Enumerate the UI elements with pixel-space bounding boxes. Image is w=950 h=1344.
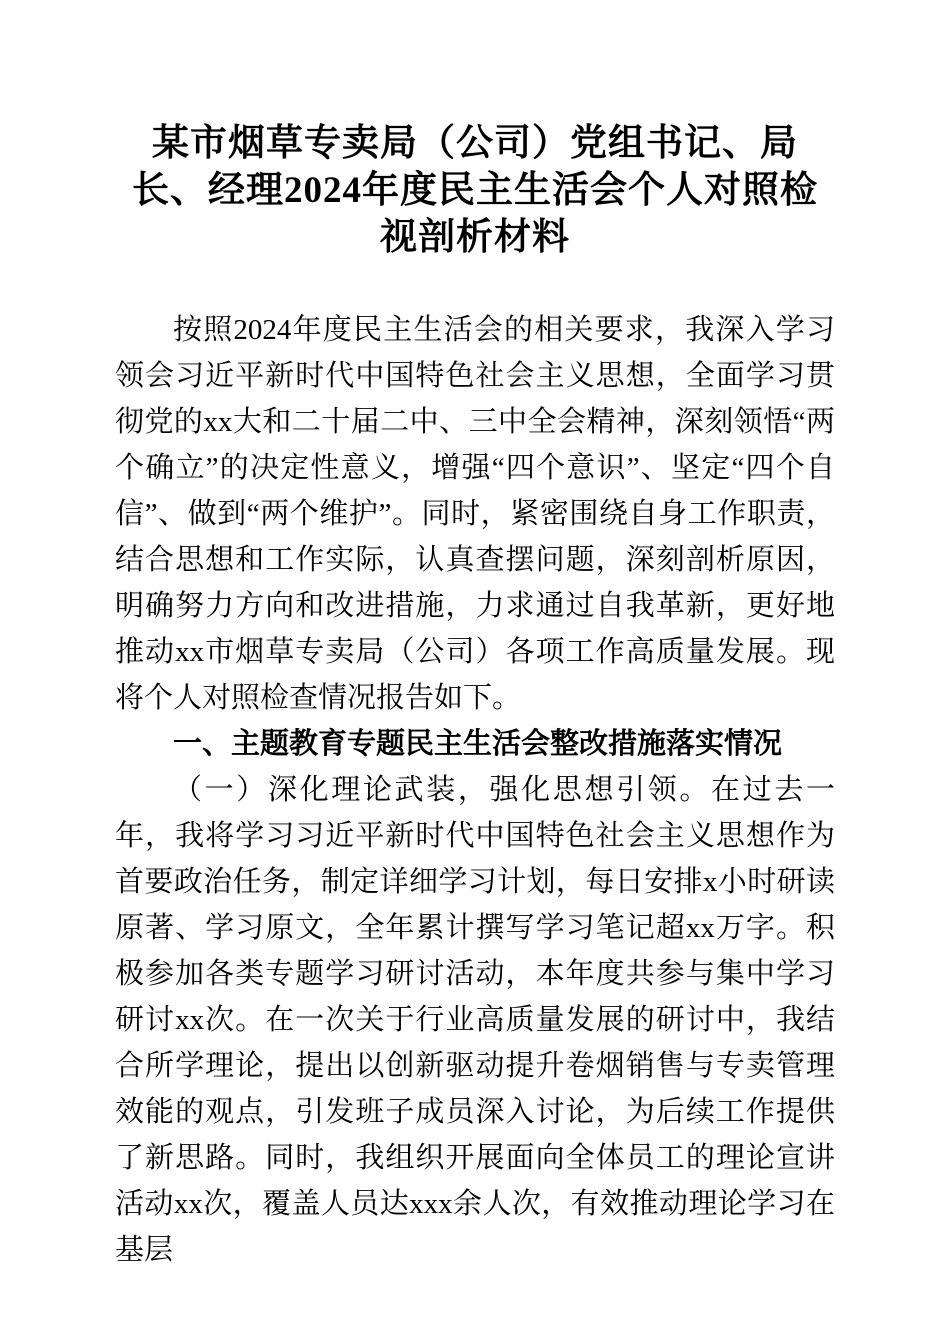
section-heading-1: 一、主题教育专题民主生活会整改措施落实情况 <box>173 728 783 760</box>
document-title: 某市烟草专卖局（公司）党组书记、局长、经理2024年度民主生活会个人对照检视剖析材料 <box>132 123 818 258</box>
section-1-paragraph: （一）深化理论武装，强化思想引领。在过去一年，我将学习习近平新时代中国特色社会主义思想作为首要政治任务，制定详细学习计划，每日安排x小时研读原著、学习原文，全年累计撰写学习笔记超xx万字。积极参加各类专题学习研讨活动，本年度共参与集中学习研讨xx次。在一次关于行业高质量发展的研讨中，我结合所学理论，提出以创新驱动提升卷烟销售与专卖管理效能的观点，引发班子成员深入讨论，为后续工作提供了新思路。同时，我组织开展面向全体员工的理论宣讲活动xx次，覆盖人员达xxx余人次，有效推动理论学习在基层 <box>115 774 835 1266</box>
intro-paragraph: 按照2024年度民主生活会的相关要求，我深入学习领会习近平新时代中国特色社会主义思想，全面学习贯彻党的xx大和二十届二中、三中全会精神，深刻领悟“两个确立”的决定性意义，增强“四个意识”、坚定“四个自信”、做到“两个维护”。同时，紧密围绕自身工作职责，结合思想和工作实际，认真查摆问题，深刻剖析原因，明确努力方向和改进措施，力求通过自我革新，更好地推动xx市烟草专卖局（公司）各项工作高质量发展。现将个人对照检查情况报告如下。 <box>115 314 835 714</box>
